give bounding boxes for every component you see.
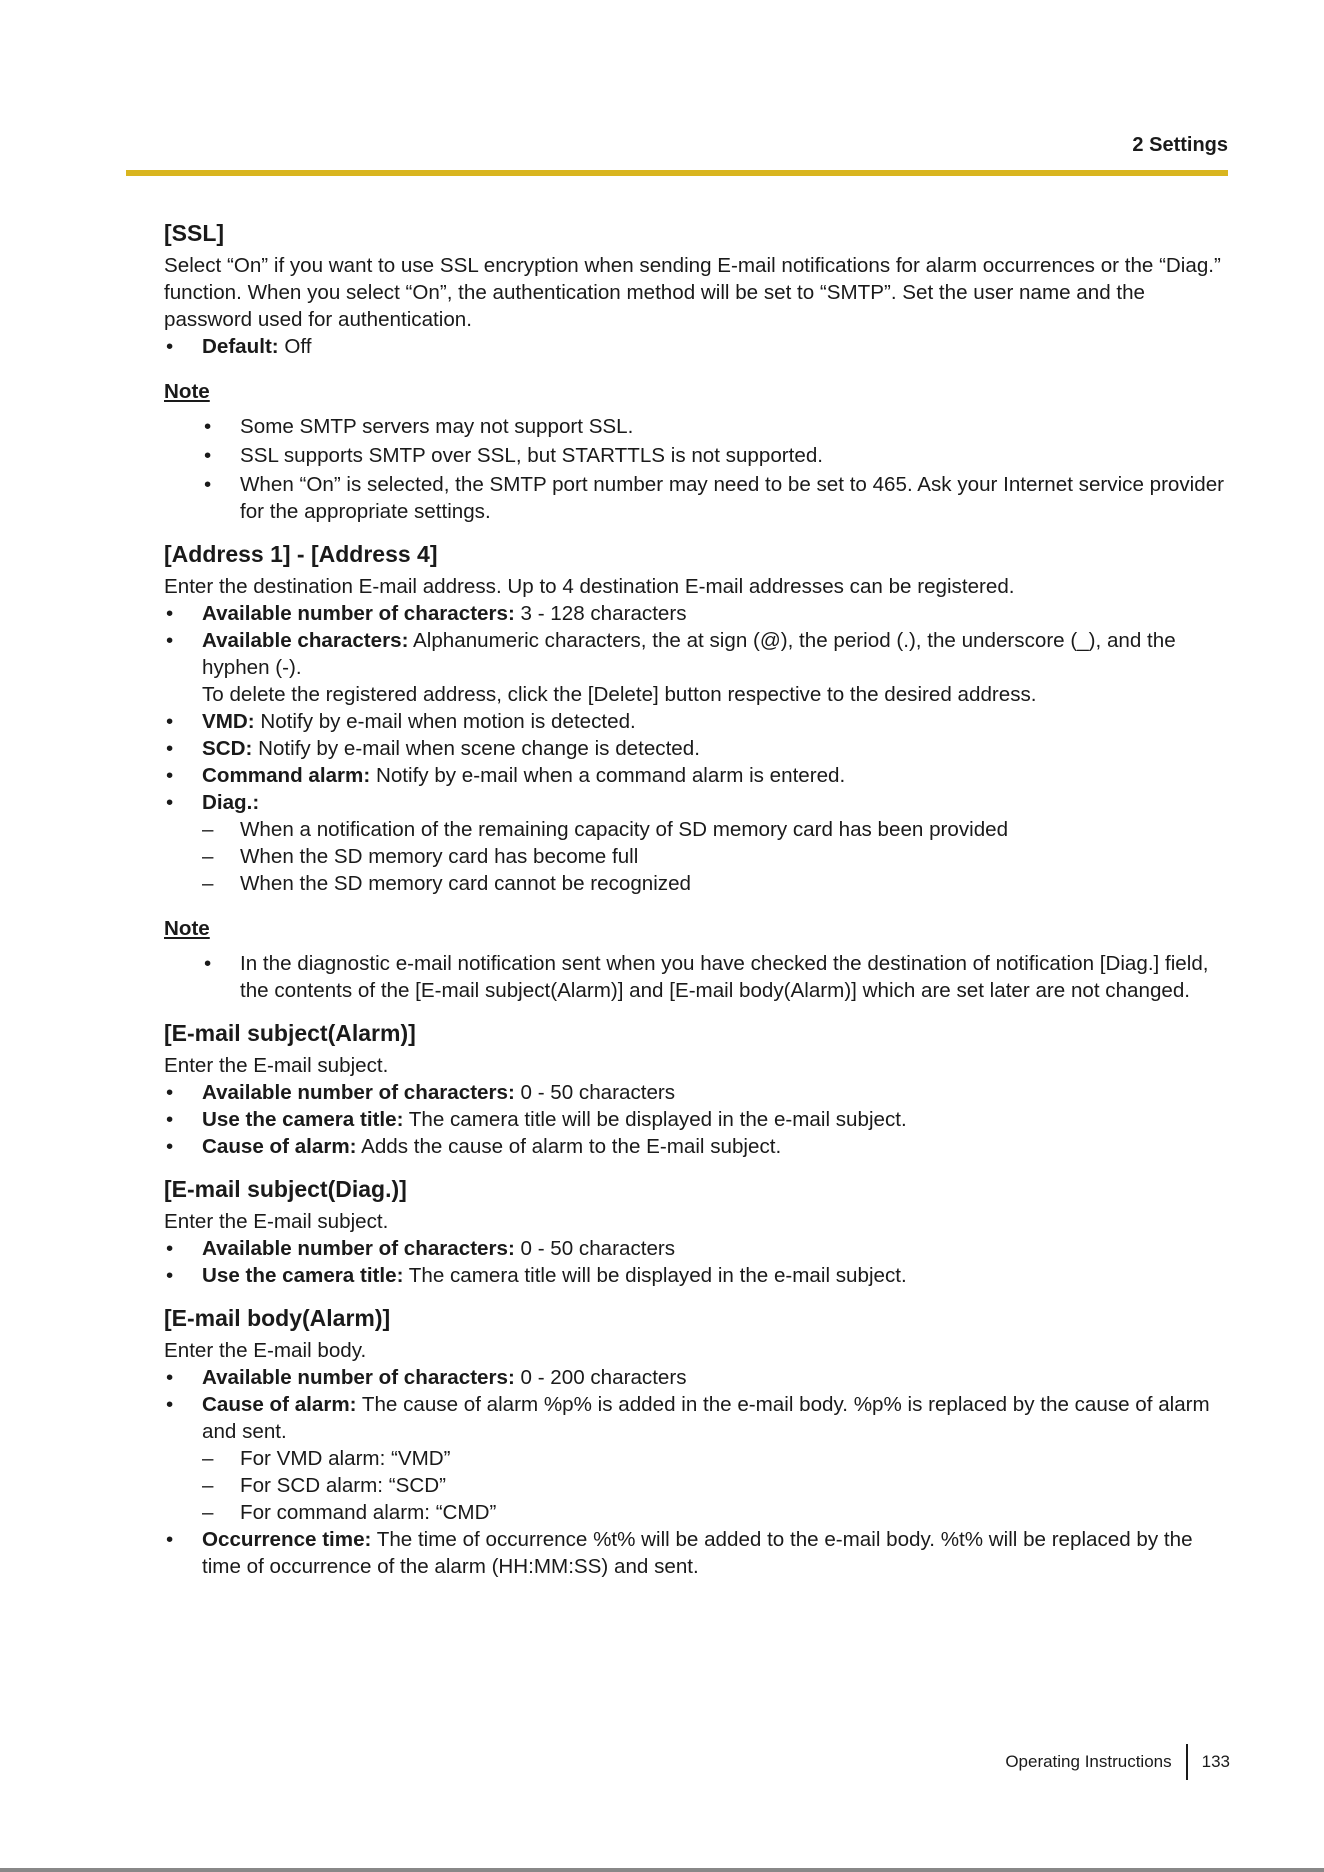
- delete-instruction: To delete the registered address, click the [Delete] button respective to the desired address.: [202, 683, 1037, 706]
- subject-diag-description: Enter the E-mail subject.: [164, 1210, 389, 1233]
- ssl-notes: [164, 413, 1230, 525]
- header-divider: [126, 170, 1228, 176]
- section-header: 2 Settings: [1132, 134, 1228, 156]
- default-label: Default:: [202, 335, 279, 358]
- item-value: Alphanumeric characters, the at sign (@), the period (.), the underscore (_), and the hyphen (-).: [202, 629, 1176, 679]
- item-label: Use the camera title:: [202, 1108, 404, 1131]
- sub-item: – When the SD memory card has become full: [202, 843, 1230, 870]
- item-value: The camera title will be displayed in the e-mail subject.: [403, 1264, 907, 1287]
- address-notes: [164, 950, 1230, 1004]
- item-value: The camera title will be displayed in the e-mail subject.: [403, 1108, 907, 1131]
- list-item: [164, 1235, 1230, 1262]
- sub-item: – When a notification of the remaining capacity of SD memory card has been provided: [202, 816, 1230, 843]
- sub-item: – For VMD alarm: “VMD”: [202, 1445, 1230, 1472]
- item-label: SCD:: [202, 737, 253, 760]
- subject-diag-heading: [E-mail subject(Diag.)]: [164, 1176, 407, 1202]
- cause-sublist: [202, 1445, 1230, 1526]
- ssl-section: [164, 218, 1230, 525]
- subject-alarm-heading: [E-mail subject(Alarm)]: [164, 1020, 416, 1046]
- list-item: [164, 1133, 1230, 1160]
- subject-diag-list: [164, 1235, 1230, 1289]
- body-alarm-description: Enter the E-mail body.: [164, 1339, 367, 1362]
- list-item: [164, 333, 1230, 360]
- body-alarm-section: [164, 1303, 1230, 1580]
- list-item: [164, 789, 1230, 897]
- item-label: Available characters:: [202, 629, 409, 652]
- list-item: [164, 1262, 1230, 1289]
- item-label: Use the camera title:: [202, 1264, 404, 1287]
- diag-sublist: [202, 816, 1230, 897]
- item-value: The cause of alarm %p% is added in the e-mail body. %p% is replaced by the cause of alarm and sent.: [202, 1393, 1210, 1443]
- bottom-border: [0, 1868, 1324, 1872]
- document-name: Operating Instructions: [1005, 1752, 1172, 1771]
- ssl-list: [164, 333, 1230, 360]
- item-value: Adds the cause of alarm to the E-mail subject.: [356, 1135, 782, 1158]
- list-item: [164, 735, 1230, 762]
- item-value: Notify by e-mail when scene change is detected.: [252, 737, 700, 760]
- item-label: Available number of characters:: [202, 1237, 515, 1260]
- page-footer: [1005, 1744, 1230, 1780]
- list-item: [164, 1364, 1230, 1391]
- note-title: Note: [164, 917, 210, 940]
- item-label: Available number of characters:: [202, 1366, 515, 1389]
- sub-item: – When the SD memory card cannot be recognized: [202, 870, 1230, 897]
- sub-item: – For command alarm: “CMD”: [202, 1499, 1230, 1526]
- page-content: [164, 218, 1230, 1594]
- item-value: Notify by e-mail when motion is detected.: [254, 710, 636, 733]
- body-alarm-list: [164, 1364, 1230, 1580]
- page-number: 133: [1201, 1752, 1230, 1771]
- item-value: Notify by e-mail when a command alarm is entered.: [370, 764, 846, 787]
- subject-alarm-description: Enter the E-mail subject.: [164, 1054, 389, 1077]
- footer-divider: [1186, 1744, 1188, 1780]
- note-item: • When “On” is selected, the SMTP port number may need to be set to 465. Ask your Internet service provider for the appropriate settings.: [202, 471, 1230, 525]
- list-item: [164, 600, 1230, 627]
- item-value: 0 - 50 characters: [514, 1237, 676, 1260]
- note-item: • SSL supports SMTP over SSL, but STARTTLS is not supported.: [202, 442, 1230, 469]
- item-value: The time of occurrence %t% will be added to the e-mail body. %t% will be replaced by the time of occurrence of the alarm (HH:MM:SS) and sent.: [202, 1528, 1193, 1578]
- default-value: Off: [278, 335, 312, 358]
- note-item: • In the diagnostic e-mail notification sent when you have checked the destination of notification [Diag.] field, the contents of the [E-mail subject(Alarm)] and [E-mail body(Alarm)] which are set later are not changed.: [202, 950, 1230, 1004]
- item-label: Command alarm:: [202, 764, 371, 787]
- note-item: • Some SMTP servers may not support SSL.: [202, 413, 1230, 440]
- list-item: [164, 627, 1230, 708]
- list-item: [164, 708, 1230, 735]
- item-label: Available number of characters:: [202, 1081, 515, 1104]
- item-label: Available number of characters:: [202, 602, 515, 625]
- list-item: [164, 1391, 1230, 1526]
- body-alarm-heading: [E-mail body(Alarm)]: [164, 1305, 391, 1331]
- ssl-description: Select “On” if you want to use SSL encryption when sending E-mail notifications for alarm occurrences or the “Diag.” function. When you select “On”, the authentication method will be set to “SMTP”. Set the user name and the password used for authentication.: [164, 254, 1221, 331]
- item-label: Diag.:: [202, 791, 260, 814]
- item-label: Cause of alarm:: [202, 1135, 357, 1158]
- address-description: Enter the destination E-mail address. Up to 4 destination E-mail addresses can be registered.: [164, 575, 1015, 598]
- address-list: [164, 600, 1230, 897]
- address-heading: [Address 1] - [Address 4]: [164, 541, 438, 567]
- item-value: 0 - 200 characters: [514, 1366, 687, 1389]
- item-label: VMD:: [202, 710, 255, 733]
- list-item: [164, 762, 1230, 789]
- item-value: 3 - 128 characters: [514, 602, 687, 625]
- item-value: 0 - 50 characters: [514, 1081, 676, 1104]
- list-item: [164, 1106, 1230, 1133]
- note-title: Note: [164, 380, 210, 403]
- sub-item: – For SCD alarm: “SCD”: [202, 1472, 1230, 1499]
- subject-diag-section: [164, 1174, 1230, 1289]
- ssl-heading: [SSL]: [164, 220, 225, 246]
- subject-alarm-list: [164, 1079, 1230, 1160]
- item-label: Cause of alarm:: [202, 1393, 357, 1416]
- item-label: Occurrence time:: [202, 1528, 372, 1551]
- list-item: [164, 1079, 1230, 1106]
- subject-alarm-section: [164, 1018, 1230, 1160]
- address-section: [164, 539, 1230, 1004]
- list-item: [164, 1526, 1230, 1580]
